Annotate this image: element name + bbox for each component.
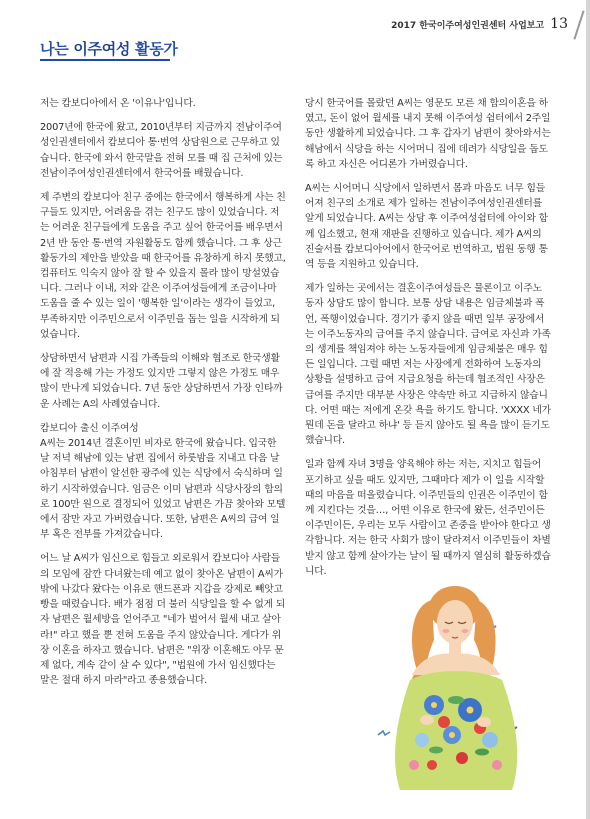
paragraph: 캄보디아 출신 이주여성 A씨는 2014년 결혼이민 비자로 한국에 왔습니다. 입국한 날 저녁 해남에 있는 남편 집에서 하룻밤을 지내고 다음 날 아침부터 남편이 알선한 광주에 있는 식당에서 숙식하며 일하기 시작하였습니다. 임금은 이미 남편과 식당사장의 합의로 100만 원으로 결정되어 있었고 남편은 가끔 찾아와 모텔에서 잠만 자고 가버렸습니다. 또한, 남편은 A씨의 급여 일부 혹은 전부를 가져갔습니다. — [40, 422, 286, 541]
header-slash-divider — [573, 10, 584, 39]
right-text-column — [305, 96, 551, 588]
page-edge-strip — [586, 0, 590, 819]
cheek — [443, 629, 450, 633]
paragraph: 저는 캄보디아에서 온 '이유나'입니다. — [40, 98, 196, 109]
article-title — [40, 38, 178, 59]
page-header — [391, 16, 568, 32]
flower-center — [431, 702, 437, 708]
flower-light-blue — [415, 733, 429, 747]
flower-pink — [409, 760, 419, 770]
page-number: 13 — [550, 16, 568, 32]
paragraph: 2007년에 한국에 왔고, 2010년부터 지금까지 전남이주여성인권센터에서 캄보디아 통·번역 상담원으로 근무하고 있습니다. 한국에 와서 한국말을 전혀 모를 때 집 근처에 있는 전남이주여성인권센터에서 한국어를 배웠습니다. — [40, 122, 283, 179]
leaf — [448, 696, 464, 704]
title-suffix: 활동가 — [130, 40, 178, 58]
paragraph: 상담하면서 남편과 시집 가족들의 이해와 협조로 한국생활에 잘 적응해 가는 가정도 있지만 그렇지 않은 가정도 매우 많이 만나게 되었습니다. 7년 동안 상담하면서 가장 인타까운 사례는 A의 사례였습니다. — [40, 353, 283, 410]
flower-red — [427, 760, 437, 770]
bird-icon — [378, 731, 390, 735]
leaf — [475, 749, 489, 756]
flower-red — [456, 752, 468, 764]
title-prefix: 나는 — [40, 40, 74, 58]
flower-light-blue — [482, 732, 498, 748]
flower-center — [449, 732, 455, 738]
flower-red — [438, 716, 450, 728]
flower-pink — [492, 760, 502, 770]
paragraph: A씨는 시어머니 식당에서 일하면서 몸과 마음도 너무 힘들어져 친구의 소개로 제가 일하는 전남이주여성인권센터를 알게 되었습니다. A씨는 상담 후 이주여성쉼터에 아이와 함께 입소했고, 현재 재판을 진행하고 있습니다. 제가 A씨의 진술서를 캄보디아어에서 한국어로 번역하고, 법원 동행 통역 등을 지원하고 있습니다. — [305, 183, 548, 271]
paragraph: 일과 함께 자녀 3명을 양육해야 하는 저는, 지치고 힘들어 포기하고 싶을 때도 있지만, 그때마다 제가 이 일을 시작할 때의 마음을 떠올렸습니다. 이주민들의 인권은 이주민이 함께 지킨다는 것을…, 어떤 이유로 한국에 왔든, 선주민이든 이주민이든, 우리는 모두 사람이고 존중을 받아야 한다고 생각합니다. 저는 한국 사회가 많이 달라져서 이주민들이 차별받지 않고 함께 살아가는 날이 될 때까지 열심히 활동하겠습니다. — [305, 459, 551, 577]
title-highlight: 이주여성 — [73, 40, 131, 58]
publication-label: 2017 한국이주여성인권센터 사업보고 — [391, 21, 545, 31]
leaf — [429, 747, 443, 754]
cheek — [462, 629, 469, 633]
left-text-column — [40, 96, 286, 697]
hand — [477, 717, 491, 727]
paragraph: 당시 한국어를 몰랐던 A씨는 영문도 모른 채 합의이혼을 하였고, 돈이 없어 월세를 내지 못해 이주여성 쉼터에서 2주일 동안 생활하게 되었습니다. 그 후 갑자기 남편이 찾아와서는 해남에서 식당을 하는 시어머니 집에 데려가 식당일을 돕도록 하고 자신은 어디론가 가버렸습니다. — [305, 98, 551, 170]
flower-center — [467, 707, 474, 714]
paragraph: 어느 날 A씨가 임신으로 힘들고 외로워서 캄보디아 사람들의 모임에 잠깐 다녀왔는데 예고 없이 찾아온 남편이 A씨가 밖에 나갔다 왔다는 이유로 핸드폰과 지갑을 강제로 빼앗고 빵을 때렸습니다. 배가 점점 더 불러 식당일을 할 수 없게 되자 남편은 월세방을 얻어주고 "네가 벌어서 월세 내고 살아라!" 라고 했을 뿐 전혀 도움을 주지 않았습니다. 게다가 위장 이혼을 하자고 했습니다. 남편은 "위장 이혼해도 아무 문제 없다, 계속 같이 살 수 있다", "법원에 가서 임신했다는 말은 절대 하지 마라"라고 종용했습니다. — [40, 553, 286, 687]
hand — [420, 715, 434, 725]
woman-with-flowers-illustration — [372, 560, 542, 800]
title-underline — [40, 59, 170, 61]
paragraph: 제 주변의 캄보디아 친구 중에는 한국에서 행복하게 사는 친구들도 있지만, 어려움을 겪는 친구도 많이 있었습니다. 저는 어려운 친구들에게 도움을 주고 싶어 한국어를 배우면서 2년 반 동안 통·번역 자원활동도 함께 했습니다. 그 후 상근활동가의 제안을 받았을 때 한국어를 유창하게 하지 못했고, 컴퓨터도 익숙지 않아 잘 할 수 있을지 몰라 많이 망설였습니다. 그러나 이내, 저와 같은 이주여성들에게 조금이나마 도움을 줄 수 있는 일이 '행복한 일'이라는 생각이 들었고, 부족하지만 이주민으로서 이주민을 돕는 일을 시작하게 되었습니다. — [40, 192, 286, 340]
paragraph: 제가 일하는 곳에서는 결혼이주여성들은 물론이고 이주노동자 상담도 많이 합니다. 보통 상담 내용은 임금체불과 폭언, 폭행이었습니다. 경기가 좋지 않을 때면 일부 공장에서는 이주노동자의 급여를 주지 않습니다. 급여로 자신과 가족의 생계를 책임져야 하는 노동자들에게 임금체불은 매우 힘든 일입니다. 그럴 때면 저는 사장에게 전화하여 노동자의 상황을 설명하고 급여 지급요청을 하는데 협조적인 사장은 급여를 주지만 대부분 사장은 약속만 하고 지급하지 않습니다. 어떤 때는 저에게 온갖 욕을 하기도 합니다. 'XXXX 네가 뭔데 돈을 달라고 하냐' 등 듣지 않아도 될 욕을 많이 듣기도 했습니다. — [305, 283, 551, 447]
